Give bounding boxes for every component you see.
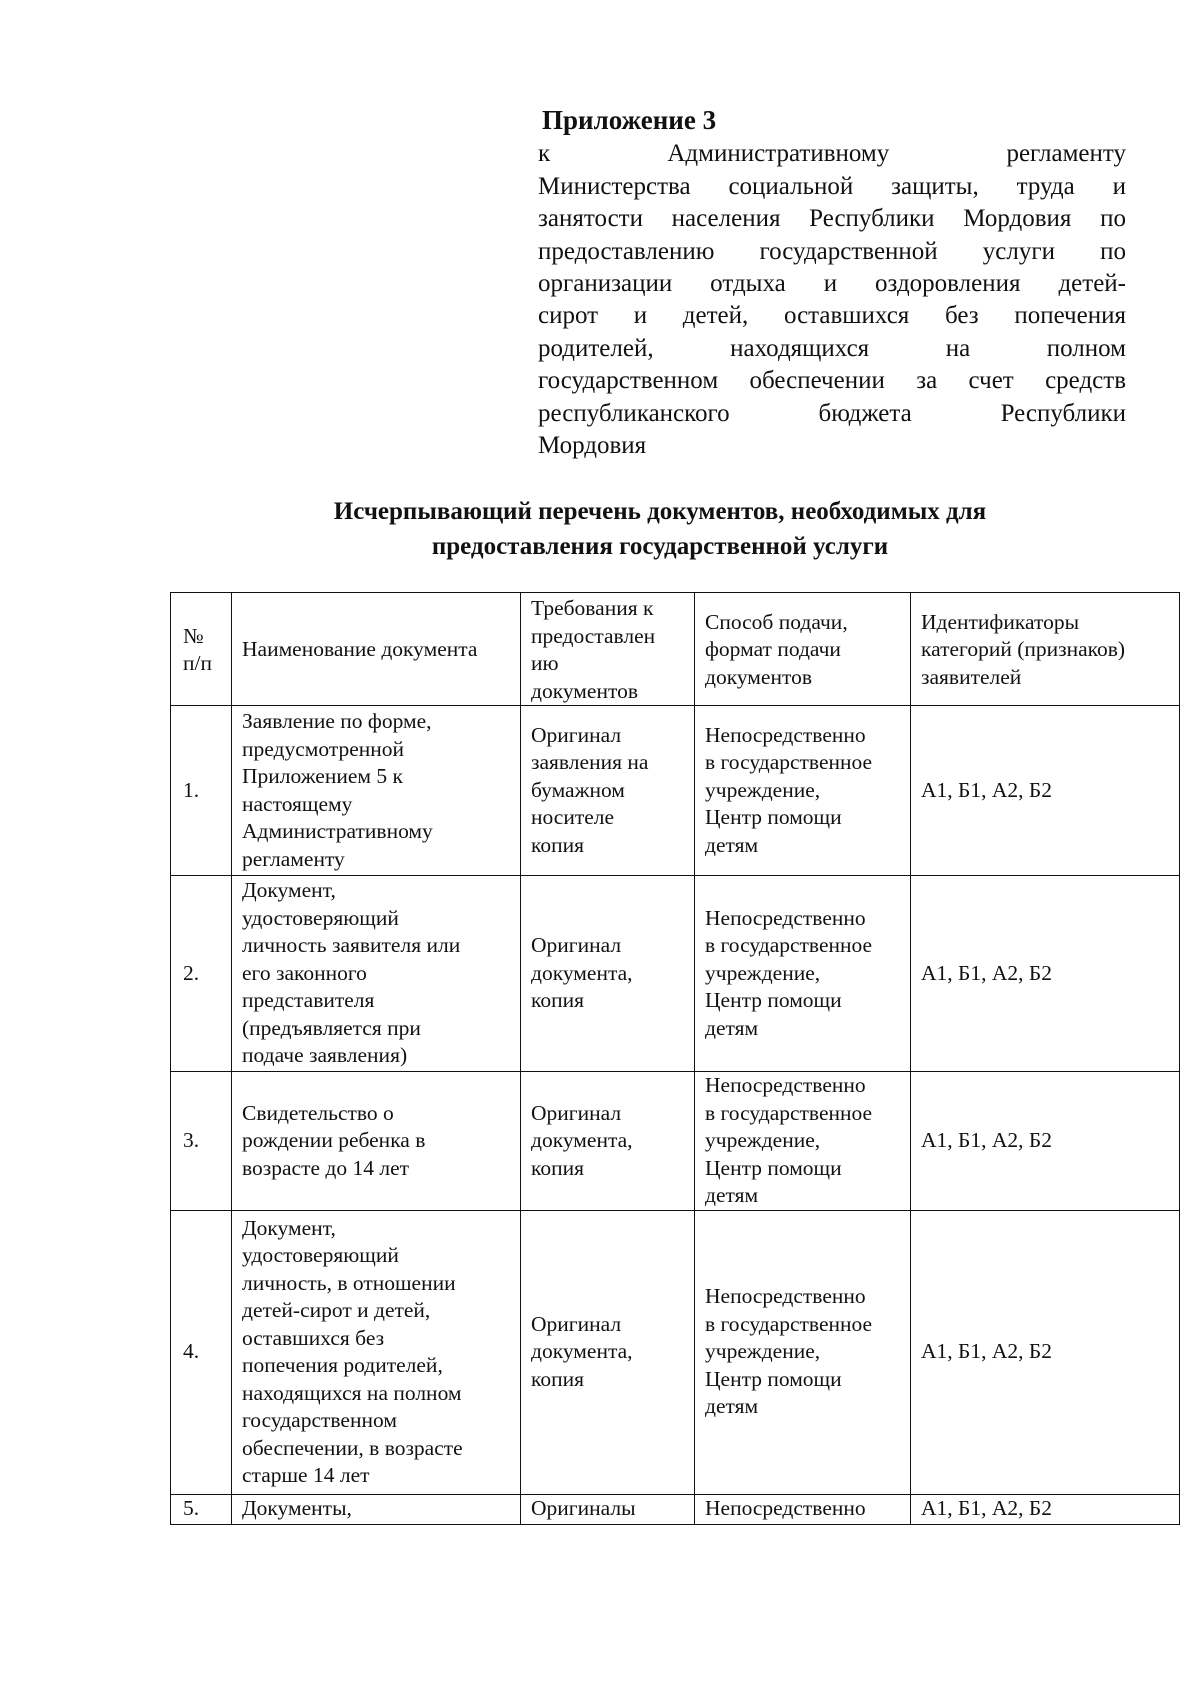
- appendix-block: [538, 104, 1126, 462]
- header-number: № п/п: [171, 593, 232, 706]
- row-number: 5.: [171, 1494, 232, 1524]
- table-header-row: [171, 593, 1180, 706]
- appendix-line: родителей, находящихся на полном: [538, 334, 1126, 362]
- row-requirements: Оригинал документа, копия: [521, 1072, 695, 1211]
- table-row: [171, 706, 1180, 876]
- row-applicant-ids: А1, Б1, А2, Б2: [911, 1494, 1180, 1524]
- row-number: 1.: [171, 706, 232, 876]
- documents-table: [170, 592, 1180, 1525]
- row-submission-method: Непосредственно: [695, 1494, 911, 1524]
- appendix-text: [538, 138, 1126, 462]
- row-requirements: Оригинал заявления на бумажном носителе копия: [521, 706, 695, 876]
- row-document-name: Заявление по форме, предусмотренной Приложением 5 к настоящему Административному регламенту: [232, 706, 521, 876]
- row-number: 3.: [171, 1072, 232, 1211]
- header-requirements: Требования к предоставлен ию документов: [521, 593, 695, 706]
- row-document-name: Свидетельство о рождении ребенка в возрасте до 14 лет: [232, 1072, 521, 1211]
- appendix-line: Мордовия: [538, 432, 647, 460]
- appendix-line: занятости населения Республики Мордовия по: [538, 205, 1126, 233]
- row-requirements: Оригинал документа, копия: [521, 876, 695, 1072]
- row-number: 4.: [171, 1210, 232, 1494]
- appendix-line: республиканского бюджета Республики: [538, 399, 1126, 427]
- row-document-name: Документы,: [232, 1494, 521, 1524]
- document-title: [160, 494, 1160, 564]
- row-submission-method: Непосредственно в государственное учреждение, Центр помощи детям: [695, 706, 911, 876]
- appendix-line: предоставлению государственной услуги по: [538, 237, 1126, 265]
- table-row: [171, 1072, 1180, 1211]
- document-title-line: Исчерпывающий перечень документов, необходимых для: [333, 498, 987, 525]
- table-row: [171, 876, 1180, 1072]
- table-row: [171, 1494, 1180, 1524]
- row-requirements: Оригиналы: [521, 1494, 695, 1524]
- header-submission-method: Способ подачи, формат подачи документов: [695, 593, 911, 706]
- row-document-name: Документ, удостоверяющий личность, в отношении детей-сирот и детей, оставшихся без попечения родителей, находящихся на полном государственном обеспечении, в возрасте старше 14 лет: [232, 1210, 521, 1494]
- row-applicant-ids: А1, Б1, А2, Б2: [911, 1072, 1180, 1211]
- row-submission-method: Непосредственно в государственное учреждение, Центр помощи детям: [695, 1210, 911, 1494]
- document-title-line: предоставления государственной услуги: [431, 533, 889, 560]
- appendix-line: сирот и детей, оставшихся без попечения: [538, 302, 1126, 330]
- appendix-title: Приложение 3: [542, 105, 717, 135]
- row-applicant-ids: А1, Б1, А2, Б2: [911, 706, 1180, 876]
- header-applicant-ids: Идентификаторы категорий (признаков) заявителей: [911, 593, 1180, 706]
- row-applicant-ids: А1, Б1, А2, Б2: [911, 1210, 1180, 1494]
- row-requirements: Оригинал документа, копия: [521, 1210, 695, 1494]
- appendix-line: к Административному регламенту: [538, 140, 1126, 168]
- row-document-name: Документ, удостоверяющий личность заявителя или его законного представителя (предъявляется при подаче заявления): [232, 876, 521, 1072]
- row-submission-method: Непосредственно в государственное учреждение, Центр помощи детям: [695, 876, 911, 1072]
- appendix-line: организации отдыха и оздоровления детей-: [538, 270, 1126, 298]
- appendix-line: государственном обеспечении за счет средств: [538, 367, 1126, 395]
- row-number: 2.: [171, 876, 232, 1072]
- row-submission-method: Непосредственно в государственное учреждение, Центр помощи детям: [695, 1072, 911, 1211]
- row-applicant-ids: А1, Б1, А2, Б2: [911, 876, 1180, 1072]
- appendix-line: Министерства социальной защиты, труда и: [538, 172, 1126, 200]
- table-row: [171, 1210, 1180, 1494]
- header-document-name: Наименование документа: [232, 593, 521, 706]
